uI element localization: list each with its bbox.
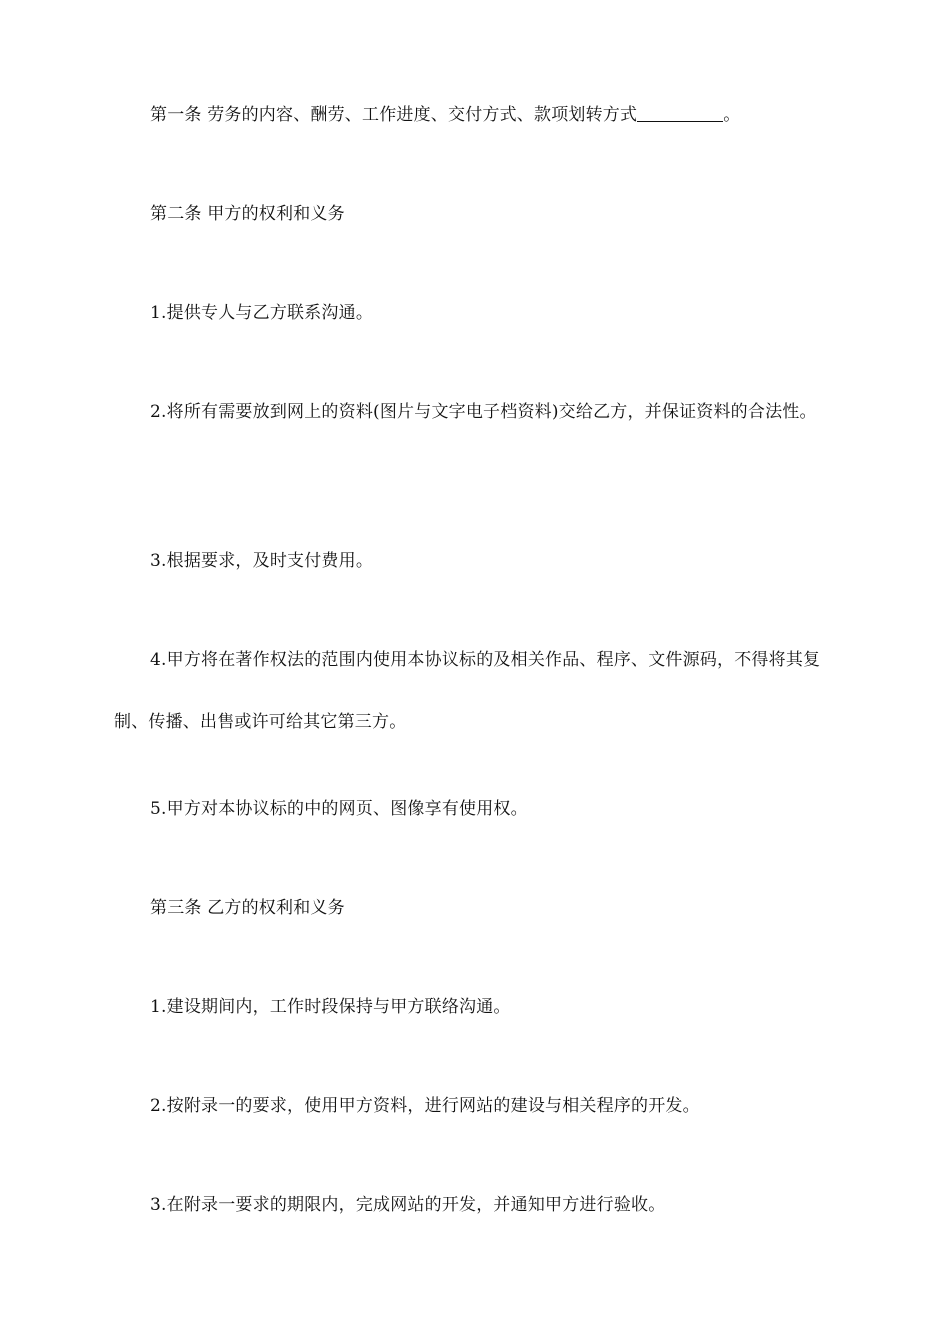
- article-2-heading: 第二条 甲方的权利和义务: [150, 204, 345, 224]
- article-1-text: 第一条 劳务的内容、酬劳、工作进度、交付方式、款项划转方式: [150, 105, 638, 125]
- article-1-paragraph: [114, 84, 838, 146]
- article-2-item-5: 5.甲方对本协议标的中的网页、图像享有使用权。: [150, 799, 528, 819]
- article-3-heading: 第三条 乙方的权利和义务: [150, 898, 345, 918]
- article-3-item-3: 3.在附录一要求的期限内，完成网站的开发，并通知甲方进行验收。: [150, 1195, 666, 1215]
- article-2-item-2: 2.将所有需要放到网上的资料(图片与文字电子档资料)交给乙方，并保证资料的合法性。: [150, 402, 817, 422]
- fill-in-blank: [637, 103, 723, 122]
- article-3-item-1: 1.建设期间内，工作时段保持与甲方联络沟通。: [150, 997, 511, 1017]
- article-2-item-3: 3.根据要求，及时支付费用。: [150, 551, 374, 571]
- article-2-item-4: 4.甲方将在著作权法的范围内使用本协议标的及相关作品、程序、文件源码，不得将其复制、传播、出售或许可给其它第三方。: [114, 650, 821, 732]
- article-1-period: 。: [723, 105, 741, 125]
- article-3-item-2: 2.按附录一的要求，使用甲方资料，进行网站的建设与相关程序的开发。: [150, 1096, 700, 1116]
- article-2-item-1: 1.提供专人与乙方联系沟通。: [150, 303, 374, 323]
